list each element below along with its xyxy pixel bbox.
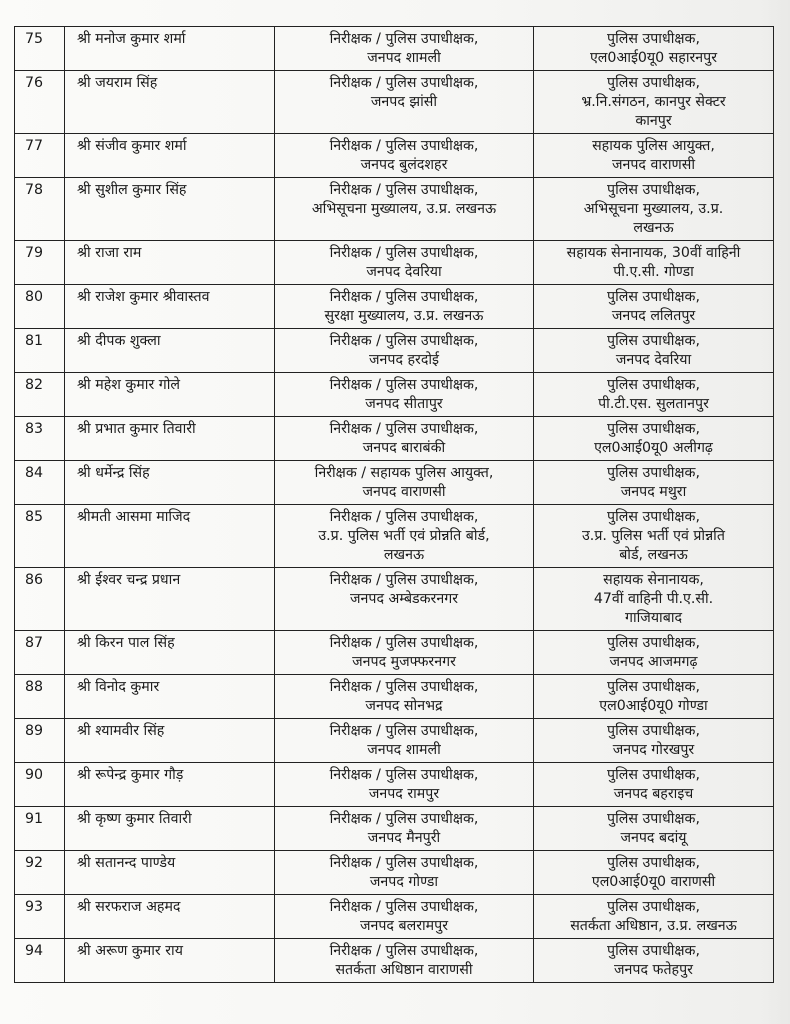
current-posting-line: निरीक्षक / पुलिस उपाधीक्षक,: [329, 767, 479, 783]
new-posting-cell: [534, 851, 774, 895]
new-posting-line: पुलिस उपाधीक्षक,: [607, 289, 700, 305]
serial-number-cell: 86: [15, 568, 65, 631]
new-posting-line: भ्र.नि.संगठन, कानपुर सेक्टर: [581, 94, 726, 110]
officer-name-cell: श्री प्रभात कुमार तिवारी: [65, 417, 275, 461]
table-row: [15, 241, 774, 285]
officer-name-cell: श्री राजेश कुमार श्रीवास्तव: [65, 285, 275, 329]
new-posting-line: सहायक सेनानायक,: [603, 572, 704, 588]
new-posting-line: पुलिस उपाधीक्षक,: [607, 182, 700, 198]
new-posting-cell: [534, 807, 774, 851]
current-posting-line: निरीक्षक / पुलिस उपाधीक्षक,: [329, 377, 479, 393]
current-posting-cell: [275, 461, 534, 505]
current-posting-line: जनपद अम्बेडकरनगर: [349, 591, 458, 607]
table-row: [15, 763, 774, 807]
current-posting-line: जनपद सोनभद्र: [365, 698, 443, 714]
current-posting-cell: [275, 675, 534, 719]
current-posting-line: सुरक्षा मुख्यालय, उ.प्र. लखनऊ: [324, 308, 484, 324]
new-posting-line: पुलिस उपाधीक्षक,: [607, 679, 700, 695]
current-posting-cell: [275, 134, 534, 178]
officer-name-cell: श्री महेश कुमार गोले: [65, 373, 275, 417]
new-posting-cell: [534, 719, 774, 763]
new-posting-line: अभिसूचना मुख्यालय, उ.प्र.: [583, 201, 724, 217]
new-posting-cell: [534, 241, 774, 285]
current-posting-line: लखनऊ: [383, 547, 425, 563]
table-row: [15, 675, 774, 719]
new-posting-line: सतर्कता अधिष्ठान, उ.प्र. लखनऊ: [570, 918, 737, 934]
current-posting-line: निरीक्षक / पुलिस उपाधीक्षक,: [329, 723, 479, 739]
officer-name-cell: श्री जयराम सिंह: [65, 71, 275, 134]
new-posting-line: पुलिस उपाधीक्षक,: [607, 943, 700, 959]
new-posting-line: सहायक पुलिस आयुक्त,: [592, 138, 715, 154]
new-posting-cell: [534, 27, 774, 71]
officer-name-cell: श्री कृष्ण कुमार तिवारी: [65, 807, 275, 851]
new-posting-line: जनपद गोरखपुर: [612, 742, 695, 758]
new-posting-line: 47वीं वाहिनी पी.ए.सी.: [593, 591, 714, 607]
officer-name-cell: श्री मनोज कुमार शर्मा: [65, 27, 275, 71]
current-posting-line: जनपद रामपुर: [368, 786, 440, 802]
current-posting-line: निरीक्षक / पुलिस उपाधीक्षक,: [329, 421, 479, 437]
current-posting-line: निरीक्षक / पुलिस उपाधीक्षक,: [329, 333, 479, 349]
serial-number-cell: 92: [15, 851, 65, 895]
current-posting-cell: [275, 329, 534, 373]
current-posting-line: निरीक्षक / पुलिस उपाधीक्षक,: [329, 679, 479, 695]
officer-name-cell: श्री अरूण कुमार राय: [65, 939, 275, 983]
table-row: [15, 329, 774, 373]
new-posting-cell: [534, 417, 774, 461]
new-posting-cell: [534, 178, 774, 241]
serial-number-cell: 91: [15, 807, 65, 851]
new-posting-line: पुलिस उपाधीक्षक,: [607, 421, 700, 437]
current-posting-cell: [275, 27, 534, 71]
new-posting-cell: [534, 505, 774, 568]
current-posting-line: निरीक्षक / पुलिस उपाधीक्षक,: [329, 855, 479, 871]
new-posting-line: पुलिस उपाधीक्षक,: [607, 855, 700, 871]
serial-number-cell: 76: [15, 71, 65, 134]
table-row: [15, 807, 774, 851]
current-posting-line: निरीक्षक / पुलिस उपाधीक्षक,: [329, 899, 479, 915]
new-posting-line: गाजियाबाद: [624, 610, 683, 626]
current-posting-line: अभिसूचना मुख्यालय, उ.प्र. लखनऊ: [311, 201, 497, 217]
new-posting-line: पुलिस उपाधीक्षक,: [607, 333, 700, 349]
table-row: [15, 895, 774, 939]
current-posting-cell: [275, 71, 534, 134]
new-posting-line: पुलिस उपाधीक्षक,: [607, 811, 700, 827]
officer-name-cell: श्रीमती आसमा माजिद: [65, 505, 275, 568]
table-row: [15, 373, 774, 417]
new-posting-line: पी.ए.सी. गोण्डा: [613, 264, 694, 280]
current-posting-line: जनपद हरदोई: [368, 352, 439, 368]
officer-name-cell: श्री सुशील कुमार सिंह: [65, 178, 275, 241]
new-posting-line: पुलिस उपाधीक्षक,: [607, 31, 700, 47]
serial-number-cell: 81: [15, 329, 65, 373]
new-posting-line: पुलिस उपाधीक्षक,: [607, 509, 700, 525]
new-posting-line: पुलिस उपाधीक्षक,: [607, 899, 700, 915]
serial-number-cell: 89: [15, 719, 65, 763]
officer-name-cell: श्री श्यामवीर सिंह: [65, 719, 275, 763]
table-row: [15, 505, 774, 568]
current-posting-line: जनपद सीतापुर: [365, 396, 443, 412]
current-posting-line: निरीक्षक / पुलिस उपाधीक्षक,: [329, 138, 479, 154]
current-posting-line: निरीक्षक / पुलिस उपाधीक्षक,: [329, 635, 479, 651]
current-posting-line: जनपद वाराणसी: [362, 484, 446, 500]
table-row: [15, 134, 774, 178]
serial-number-cell: 82: [15, 373, 65, 417]
new-posting-cell: [534, 373, 774, 417]
current-posting-cell: [275, 763, 534, 807]
new-posting-line: एल0आई0यू0 अलीगढ़: [594, 440, 713, 456]
new-posting-line: पुलिस उपाधीक्षक,: [607, 377, 700, 393]
current-posting-cell: [275, 417, 534, 461]
serial-number-cell: 87: [15, 631, 65, 675]
new-posting-cell: [534, 568, 774, 631]
new-posting-cell: [534, 329, 774, 373]
new-posting-cell: [534, 71, 774, 134]
current-posting-line: निरीक्षक / पुलिस उपाधीक्षक,: [329, 182, 479, 198]
table-body: [15, 27, 774, 983]
table-row: [15, 851, 774, 895]
current-posting-line: निरीक्षक / पुलिस उपाधीक्षक,: [329, 943, 479, 959]
new-posting-cell: [534, 461, 774, 505]
current-posting-line: जनपद झांसी: [370, 94, 438, 110]
current-posting-cell: [275, 807, 534, 851]
current-posting-line: जनपद शामली: [367, 50, 441, 66]
table-row: [15, 568, 774, 631]
new-posting-line: पुलिस उपाधीक्षक,: [607, 75, 700, 91]
table-row: [15, 71, 774, 134]
serial-number-cell: 80: [15, 285, 65, 329]
current-posting-line: सतर्कता अधिष्ठान वाराणसी: [335, 962, 473, 978]
current-posting-line: उ.प्र. पुलिस भर्ती एवं प्रोन्नति बोर्ड,: [318, 528, 490, 544]
new-posting-cell: [534, 285, 774, 329]
new-posting-line: जनपद फतेहपुर: [614, 962, 693, 978]
current-posting-cell: [275, 719, 534, 763]
officer-name-cell: श्री दीपक शुक्ला: [65, 329, 275, 373]
officer-name-cell: श्री विनोद कुमार: [65, 675, 275, 719]
serial-number-cell: 79: [15, 241, 65, 285]
new-posting-cell: [534, 763, 774, 807]
new-posting-line: एल0आई0यू0 वाराणसी: [591, 874, 716, 890]
current-posting-line: निरीक्षक / पुलिस उपाधीक्षक,: [329, 811, 479, 827]
current-posting-line: निरीक्षक / पुलिस उपाधीक्षक,: [329, 75, 479, 91]
new-posting-line: एल0आई0यू0 गोण्डा: [599, 698, 708, 714]
new-posting-line: जनपद ललितपुर: [611, 308, 696, 324]
new-posting-line: जनपद वाराणसी: [611, 157, 696, 173]
current-posting-cell: [275, 505, 534, 568]
current-posting-line: जनपद बाराबंकी: [362, 440, 446, 456]
current-posting-line: जनपद मैनपुरी: [367, 830, 441, 846]
current-posting-cell: [275, 178, 534, 241]
current-posting-line: निरीक्षक / पुलिस उपाधीक्षक,: [329, 245, 479, 261]
new-posting-cell: [534, 675, 774, 719]
serial-number-cell: 78: [15, 178, 65, 241]
new-posting-line: जनपद मथुरा: [620, 484, 687, 500]
current-posting-line: निरीक्षक / पुलिस उपाधीक्षक,: [329, 31, 479, 47]
current-posting-line: निरीक्षक / पुलिस उपाधीक्षक,: [329, 572, 479, 588]
officer-name-cell: श्री किरन पाल सिंह: [65, 631, 275, 675]
table-row: [15, 285, 774, 329]
current-posting-cell: [275, 631, 534, 675]
current-posting-line: निरीक्षक / पुलिस उपाधीक्षक,: [329, 509, 479, 525]
serial-number-cell: 88: [15, 675, 65, 719]
current-posting-cell: [275, 568, 534, 631]
current-posting-line: निरीक्षक / सहायक पुलिस आयुक्त,: [314, 465, 494, 481]
serial-number-cell: 90: [15, 763, 65, 807]
current-posting-line: जनपद बलरामपुर: [359, 918, 449, 934]
new-posting-cell: [534, 631, 774, 675]
new-posting-line: पुलिस उपाधीक्षक,: [607, 723, 700, 739]
current-posting-line: जनपद शामली: [367, 742, 441, 758]
new-posting-line: कानपुर: [635, 113, 672, 129]
new-posting-line: सहायक सेनानायक, 30वीं वाहिनी: [566, 245, 741, 261]
current-posting-line: जनपद बुलंदशहर: [360, 157, 448, 173]
current-posting-cell: [275, 939, 534, 983]
new-posting-line: पुलिस उपाधीक्षक,: [607, 767, 700, 783]
current-posting-cell: [275, 373, 534, 417]
current-posting-cell: [275, 851, 534, 895]
serial-number-cell: 75: [15, 27, 65, 71]
serial-number-cell: 93: [15, 895, 65, 939]
table-row: [15, 461, 774, 505]
serial-number-cell: 85: [15, 505, 65, 568]
serial-number-cell: 84: [15, 461, 65, 505]
new-posting-cell: [534, 939, 774, 983]
officer-name-cell: श्री ईश्वर चन्द्र प्रधान: [65, 568, 275, 631]
serial-number-cell: 83: [15, 417, 65, 461]
new-posting-line: पुलिस उपाधीक्षक,: [607, 635, 700, 651]
officer-name-cell: श्री धर्मेन्द्र सिंह: [65, 461, 275, 505]
table-row: [15, 631, 774, 675]
new-posting-line: जनपद देवरिया: [615, 352, 692, 368]
table-row: [15, 178, 774, 241]
officer-name-cell: श्री सतानन्द पाण्डेय: [65, 851, 275, 895]
new-posting-line: जनपद आजमगढ़: [609, 654, 698, 670]
table-row: [15, 27, 774, 71]
new-posting-line: लखनऊ: [633, 220, 674, 236]
new-posting-line: पी.टी.एस. सुलतानपुर: [598, 396, 709, 412]
table-row: [15, 719, 774, 763]
new-posting-line: उ.प्र. पुलिस भर्ती एवं प्रोन्नति: [582, 528, 725, 544]
new-posting-cell: [534, 895, 774, 939]
new-posting-line: बोर्ड, लखनऊ: [619, 547, 688, 563]
transfer-list-table: [14, 26, 774, 983]
table-row: [15, 939, 774, 983]
new-posting-line: एल0आई0यू0 सहारनपुर: [589, 50, 718, 66]
current-posting-line: जनपद गोण्डा: [369, 874, 439, 890]
new-posting-cell: [534, 134, 774, 178]
current-posting-line: जनपद देवरिया: [366, 264, 442, 280]
new-posting-line: जनपद बदांयू: [620, 830, 687, 846]
current-posting-line: निरीक्षक / पुलिस उपाधीक्षक,: [329, 289, 479, 305]
new-posting-line: जनपद बहराइच: [613, 786, 694, 802]
current-posting-cell: [275, 895, 534, 939]
current-posting-cell: [275, 241, 534, 285]
new-posting-line: पुलिस उपाधीक्षक,: [607, 465, 700, 481]
table-row: [15, 417, 774, 461]
serial-number-cell: 77: [15, 134, 65, 178]
serial-number-cell: 94: [15, 939, 65, 983]
current-posting-line: जनपद मुजफ्फरनगर: [352, 654, 456, 670]
officer-name-cell: श्री राजा राम: [65, 241, 275, 285]
current-posting-cell: [275, 285, 534, 329]
officer-name-cell: श्री सरफराज अहमद: [65, 895, 275, 939]
officer-name-cell: श्री रूपेन्द्र कुमार गौड़: [65, 763, 275, 807]
officer-name-cell: श्री संजीव कुमार शर्मा: [65, 134, 275, 178]
